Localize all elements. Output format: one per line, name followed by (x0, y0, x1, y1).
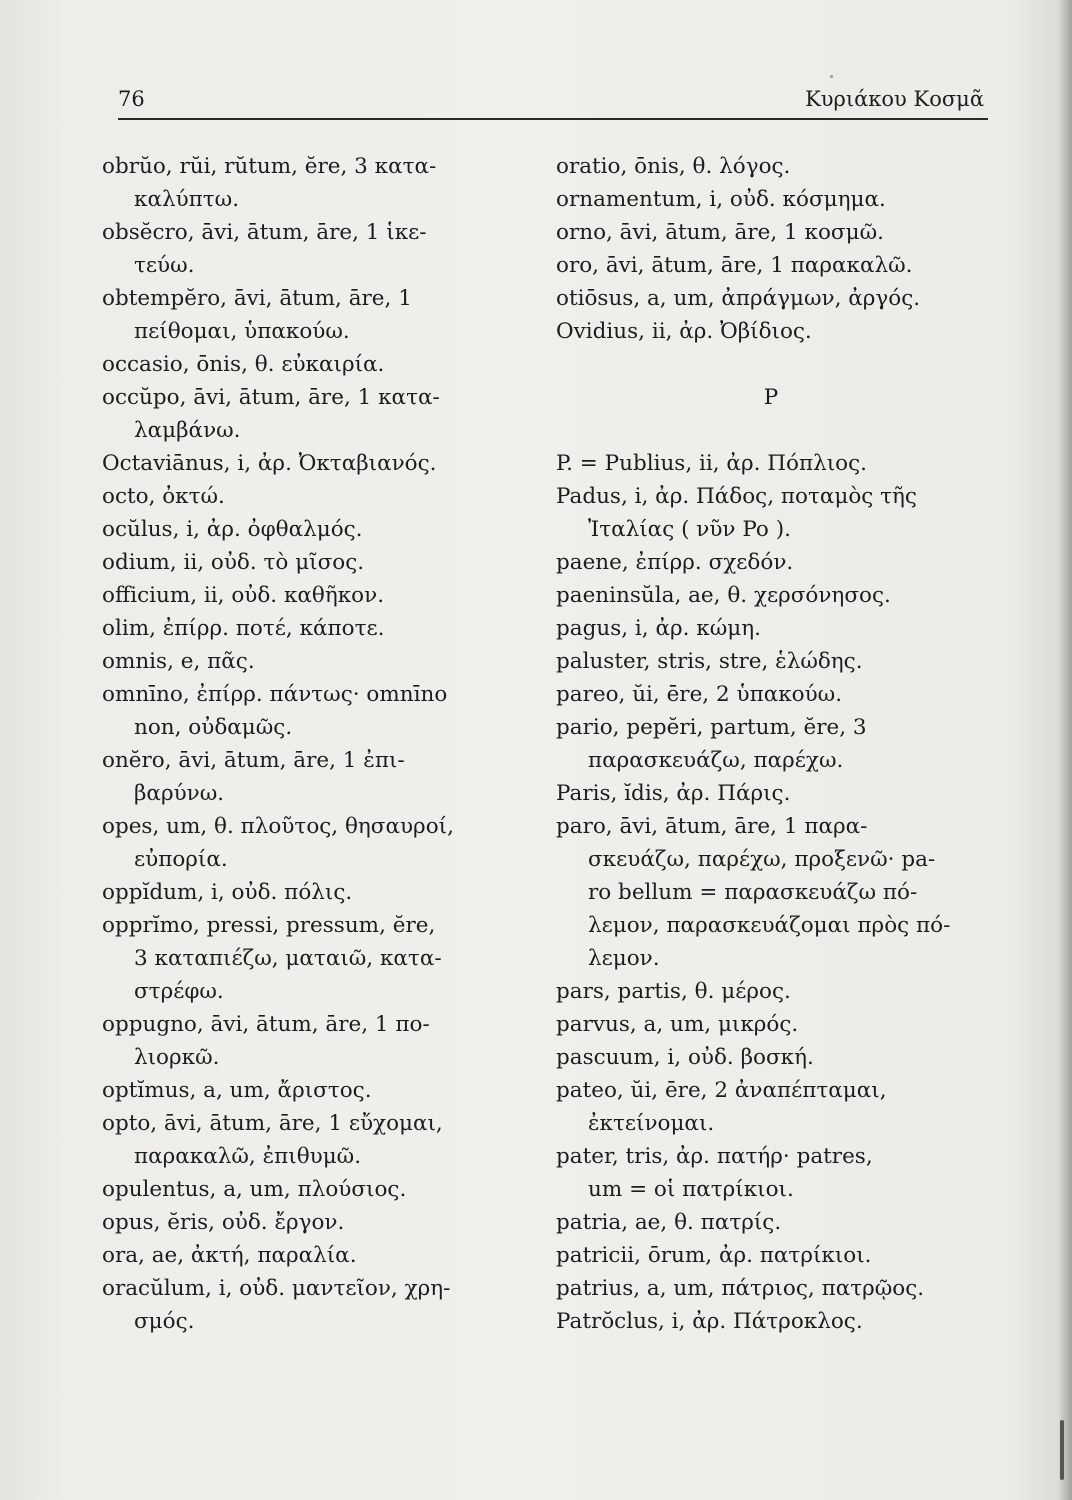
dictionary-line: Padus, i, ἀρ. Πάδος, ποταμὸς τῆς (556, 484, 917, 509)
dictionary-line: Patrŏclus, i, ἀρ. Πάτροκλος. (556, 1309, 863, 1334)
dictionary-line: ocŭlus, i, ἀρ. ὀφθαλμός. (102, 517, 363, 542)
dictionary-line: παρασκευάζω, παρέχω. (588, 748, 844, 773)
dictionary-line: Ἰταλίας ( νῦν Po ). (588, 517, 791, 542)
page-edge-shadow (1058, 0, 1072, 1500)
dictionary-line: non, οὐδαμῶς. (134, 715, 293, 740)
dictionary-line: omnis, e, πᾶς. (102, 649, 255, 674)
dictionary-line: Paris, ĭdis, ἀρ. Πάρις. (556, 781, 791, 806)
dictionary-line: patrius, a, um, πάτριος, πατρῷος. (556, 1276, 925, 1301)
page-header (118, 84, 988, 120)
dictionary-line: ro bellum = παρασκευάζω πό- (588, 880, 918, 905)
dictionary-line: Octaviānus, i, ἀρ. Ὀκταβιανός. (102, 451, 437, 476)
dictionary-line: πείθομαι, ὑπακούω. (134, 319, 350, 344)
dictionary-line: εὐπορία. (134, 847, 228, 872)
dictionary-line: στρέφω. (134, 979, 224, 1004)
dictionary-line: otiōsus, a, um, ἀπράγμων, ἀργός. (556, 286, 921, 311)
dictionary-line: λιορκῶ. (134, 1045, 220, 1070)
left-column (102, 150, 532, 1338)
dictionary-line: paene, ἐπίρρ. σχεδόν. (556, 550, 794, 575)
running-head: Κυριάκου Κοσμᾶ (805, 87, 984, 111)
dictionary-line: oratio, ōnis, θ. λόγος. (556, 154, 791, 179)
dictionary-line: obsĕcro, āvi, ātum, āre, 1 ἱκε- (102, 220, 427, 245)
dictionary-line: pario, pepĕri, partum, ĕre, 3 (556, 715, 867, 740)
dictionary-line: paluster, stris, stre, ἑλώδης. (556, 649, 863, 674)
dictionary-line: pagus, i, ἀρ. κώμη. (556, 616, 761, 641)
dictionary-line: ora, ae, ἀκτή, παραλία. (102, 1243, 357, 1268)
dictionary-line: βαρύνω. (134, 781, 225, 806)
dictionary-line: pars, partis, θ. μέρος. (556, 979, 791, 1004)
dictionary-line: Ovidius, ii, ἀρ. Ὀβίδιος. (556, 319, 812, 344)
dictionary-line: oracŭlum, i, οὐδ. μαντεῖον, χρη- (102, 1276, 451, 1301)
dictionary-line: octo, ὀκτώ. (102, 484, 225, 509)
dictionary-line: odium, ii, οὐδ. τὸ μῖσος. (102, 550, 365, 575)
dictionary-line: obtempĕro, āvi, ātum, āre, 1 (102, 286, 412, 311)
dictionary-line: olim, ἐπίρρ. ποτέ, κάποτε. (102, 616, 385, 641)
dictionary-line: patricii, ōrum, ἀρ. πατρίκιοι. (556, 1243, 872, 1268)
section-letter: P (763, 385, 779, 410)
dictionary-line: ornamentum, i, οὐδ. κόσμημα. (556, 187, 886, 212)
dictionary-line: τεύω. (134, 253, 195, 278)
dictionary-line: 3 καταπιέζω, ματαιῶ, κατα- (134, 946, 442, 971)
dictionary-line: oppĭdum, i, οὐδ. πόλις. (102, 880, 353, 905)
dictionary-line: paro, āvi, ātum, āre, 1 παρα- (556, 814, 868, 839)
speck (830, 75, 833, 78)
page-number: 76 (118, 87, 145, 111)
dictionary-line: occŭpo, āvi, ātum, āre, 1 κατα- (102, 385, 440, 410)
dictionary-line: officium, ii, οὐδ. καθῆκον. (102, 583, 385, 608)
dictionary-line: pateo, ŭi, ēre, 2 ἀναπέπταμαι, (556, 1078, 887, 1103)
dictionary-line: P. = Publius, ii, ἀρ. Πόπλιος. (556, 451, 867, 476)
dictionary-line: orno, āvi, ātum, āre, 1 κοσμῶ. (556, 220, 884, 245)
dictionary-line: opprĭmo, pressi, pressum, ĕre, (102, 913, 436, 938)
dictionary-line: opes, um, θ. πλοῦτος, θησαυροί, (102, 814, 454, 839)
dictionary-line: obrŭo, rŭi, rŭtum, ĕre, 3 κατα- (102, 154, 437, 179)
dictionary-line: σμός. (134, 1309, 195, 1334)
dictionary-line: pater, tris, ἀρ. πατήρ· patres, (556, 1144, 873, 1169)
dictionary-line: um = οἱ πατρίκιοι. (588, 1177, 794, 1202)
dictionary-line: λεμον, παρασκευάζομαι πρὸς πό- (588, 913, 951, 938)
edge-mark (1060, 1420, 1064, 1480)
dictionary-line: optĭmus, a, um, ἄριστος. (102, 1078, 372, 1103)
dictionary-line: oro, āvi, ātum, āre, 1 παρακαλῶ. (556, 253, 913, 278)
dictionary-line (556, 414, 986, 447)
dictionary-line: ἐκτείνομαι. (588, 1111, 715, 1136)
dictionary-line (556, 348, 986, 381)
dictionary-line: oppugno, āvi, ātum, āre, 1 πο- (102, 1012, 430, 1037)
dictionary-line: pascuum, i, οὐδ. βοσκή. (556, 1045, 814, 1070)
dictionary-line: παρακαλῶ, ἐπιθυμῶ. (134, 1144, 362, 1169)
dictionary-line: paeninsŭla, ae, θ. χερσόνησος. (556, 583, 891, 608)
dictionary-line: patria, ae, θ. πατρίς. (556, 1210, 782, 1235)
dictionary-line: opto, āvi, ātum, āre, 1 εὔχομαι, (102, 1111, 443, 1136)
right-column (556, 150, 986, 1338)
dictionary-line: omnīno, ἐπίρρ. πάντως· omnīno (102, 682, 448, 707)
dictionary-line: opulentus, a, um, πλούσιος. (102, 1177, 407, 1202)
dictionary-line: opus, ĕris, οὐδ. ἔργον. (102, 1210, 345, 1235)
dictionary-line: σκευάζω, παρέχω, προξενῶ· pa- (588, 847, 936, 872)
dictionary-line: occasio, ōnis, θ. εὐκαιρία. (102, 352, 385, 377)
dictionary-line: pareo, ŭi, ēre, 2 ὑπακούω. (556, 682, 843, 707)
dictionary-line: λαμβάνω. (134, 418, 241, 443)
dictionary-line: parvus, a, um, μικρός. (556, 1012, 799, 1037)
dictionary-line: λεμον. (588, 946, 660, 971)
dictionary-line: καλύπτω. (134, 187, 240, 212)
dictionary-line: onĕro, āvi, ātum, āre, 1 ἐπι- (102, 748, 405, 773)
